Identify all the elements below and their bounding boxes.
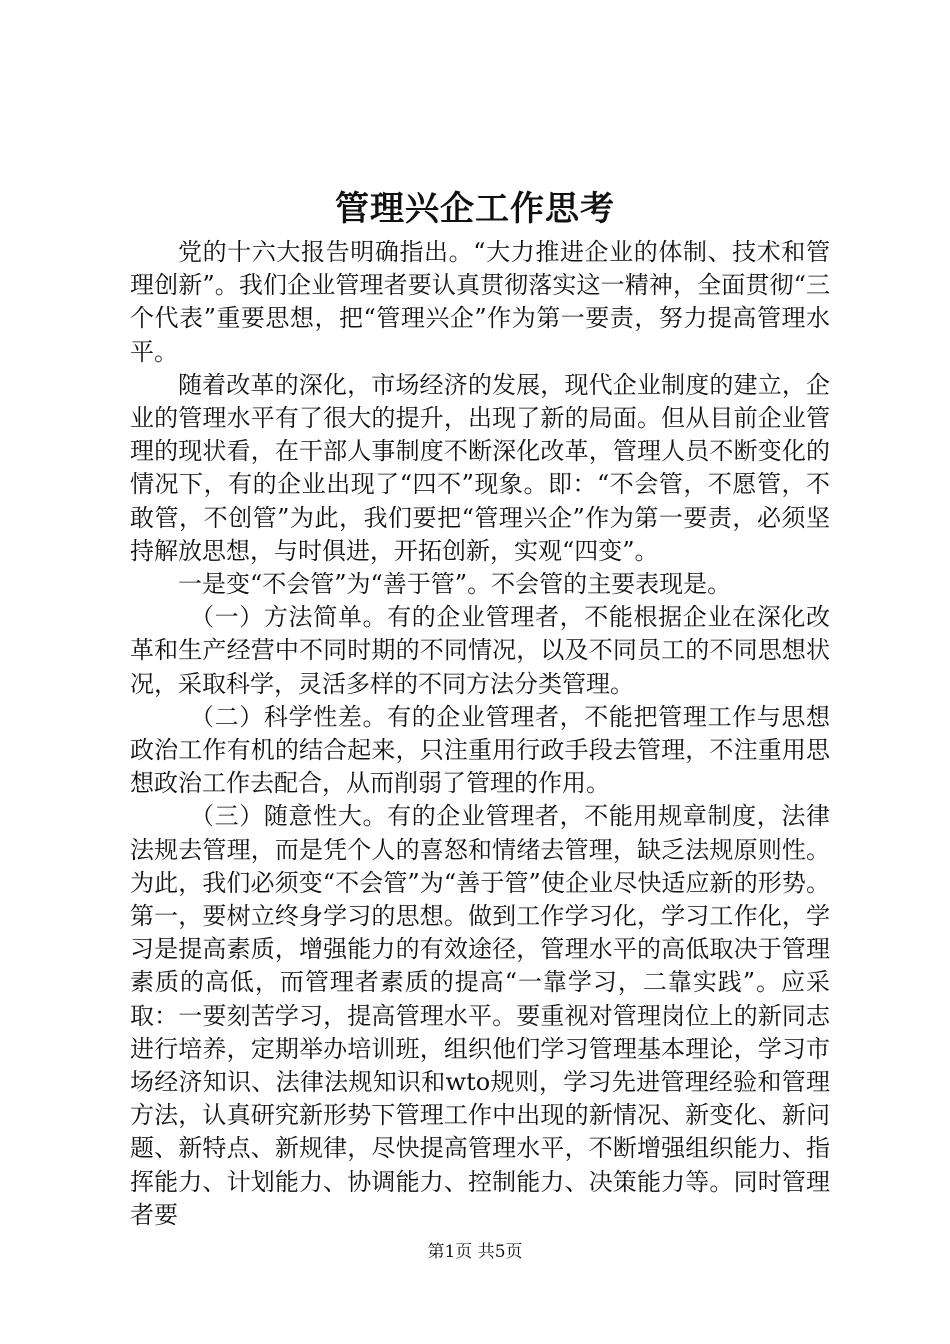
paragraph: （二）科学性差。有的企业管理者，不能把管理工作与思想政治工作有机的结合起来，只注重用行政手段去管理，不注重用思想政治工作去配合，从而削弱了管理的作用。 <box>130 702 830 798</box>
paragraph: 党的十六大报告明确指出。“大力推进企业的体制、技术和管理创新”。我们企业管理者要认真贯彻落实这一精神，全面贯彻“三个代表”重要思想，把“管理兴企”作为第一要责，努力提高管理水平。 <box>130 238 830 366</box>
page-title: 管理兴企工作思考 <box>335 189 615 229</box>
paragraph: （三）随意性大。有的企业管理者，不能用规章制度，法律法规去管理，而是凭个人的喜怒和情绪去管理，缺乏法规原则性。为此，我们必须变“不会管”为“善于管”使企业尽快适应新的形势。第一，要树立终身学习的思想。做到工作学习化，学习工作化，学习是提高素质，增强能力的有效途径，管理水平的高低取决于管理素质的高低，而管理者素质的提高“一靠学习，二靠实践”。应采取：一要刻苦学习，提高管理水平。要重视对管理岗位上的新同志进行培养，定期举办培训班，组织他们学习管理基本理论，学习市场经济知识、法律法规知识和wto规则，学习先进管理经验和管理方法，认真研究新形势下管理工作中出现的新情况、新变化、新问题、新特点、新规律，尽快提高管理水平，不断增强组织能力、指挥能力、计划能力、协调能力、控制能力、决策能力等。同时管理者要 <box>130 802 830 1229</box>
document-body <box>130 236 830 1232</box>
paragraph: 一是变“不会管”为“善于管”。不会管的主要表现是。 <box>178 570 732 599</box>
page-footer: 第1页 共5页 <box>427 1242 523 1262</box>
paragraph: （一）方法简单。有的企业管理者，不能根据企业在深化改革和生产经营中不同时期的不同情况，以及不同员工的不同思想状况，采取科学，灵活多样的不同方法分类管理。 <box>130 603 830 698</box>
paragraph: 随着改革的深化，市场经济的发展，现代企业制度的建立，企业的管理水平有了很大的提升，出现了新的局面。但从目前企业管理的现状看，在干部人事制度不断深化改革，管理人员不断变化的情况下，有的企业出现了“四不”现象。即：“不会管，不愿管，不敢管，不创管”为此，我们要把“管理兴企”作为第一要责，必须坚持解放思想，与时俱进，开拓创新，实观“四变”。 <box>130 370 830 565</box>
